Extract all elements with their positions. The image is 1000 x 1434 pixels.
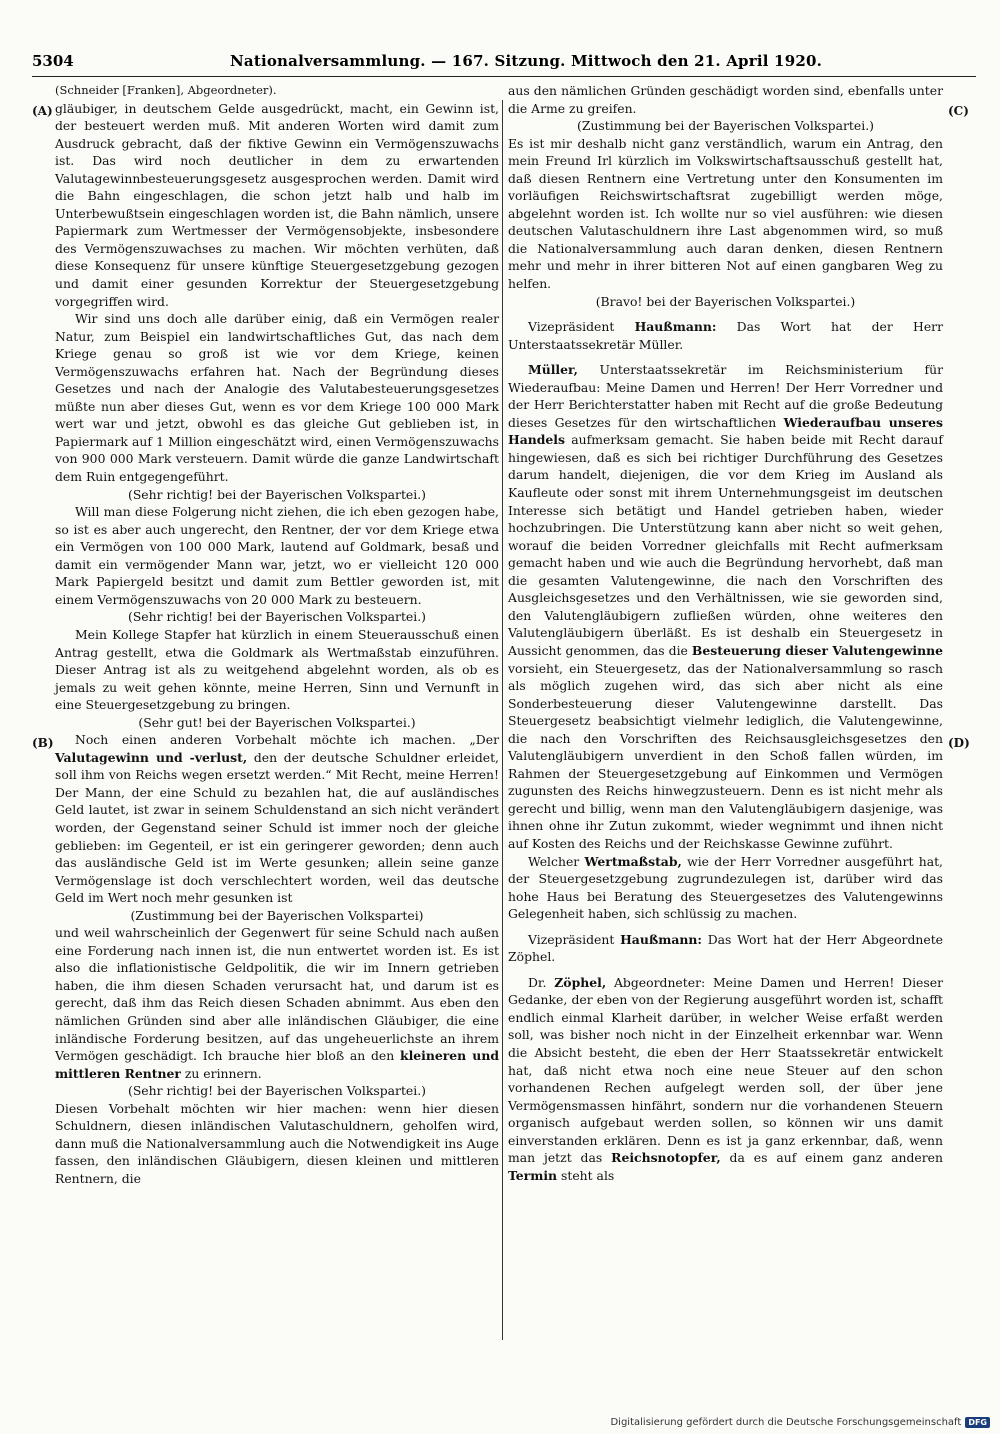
speaker-turn <box>508 361 943 852</box>
paragraph: Diesen Vorbehalt möchten wir hier machen: wenn hier diesen Schuldnern, diesen inländischen Valutaschuldnern, geholfen wird, dann muß die Nationalversammlung auch die Notwendigkeit ins Auge fassen, den inländischen Gläubigern, diesen kleinen und mittleren Rentnern, die <box>55 1100 499 1186</box>
speaker-turn <box>508 318 943 353</box>
speaker-prefix: Vizepräsident <box>528 319 635 335</box>
page-number: 5304 <box>32 52 74 70</box>
paragraph <box>508 853 943 923</box>
paragraph: gläubiger, in deutschem Gelde ausgedrückt, macht, ein Gewinn ist, der besteuert werden muß. Mit anderen Worten wird damit zum Ausdruck gebracht, daß der fiktive Gewinn ein Vermögenszuwachs ist. Das wird noch deutlicher in dem zu erwartenden Valutagewinnbesteuerungsgesetz ausgesprochen werden. Damit wird die Bahn eingeschlagen, die schon jetzt halb und halb im Unterbewußtsein eingeschlagen worden ist, die Bahn nämlich, unsere Papiermark zum Wertmesser der Vermögensobjekte, insbesondere des Vermögenszuwachses zu machen. Wir möchten verhüten, daß diese Konsequenz für unsere künftige Steuergesetzgebung gezogen und damit einer gesunden Korrektur der Steuergesetzgebung vorgegriffen wird. <box>55 100 499 309</box>
paragraph: Es ist mir deshalb nicht ganz verständlich, warum ein Antrag, den mein Freund Irl kürzlich im Volkswirtschaftsausschuß gestellt hat, daß diesen Rentnern eine Vertretung unter den Konsumenten im vorläufigen Reichswirtschaftsrat zugebilligt werden möge, abgelehnt worden ist. Ich wollte nur so viel ausführen: wie diesen deutschen Valutaschuldnern ihre Last abgenommen wird, so muß die Nationalversammlung auch daran denken, diesen Rentnern mehr und mehr in ihrer bitteren Not auf einen gangbaren Weg zu helfen. <box>508 135 943 292</box>
paragraph: Wir sind uns doch alle darüber einig, daß ein Vermögen realer Natur, zum Beispiel ein landwirtschaftliches Gut, das nach dem Kriege genau so groß ist wie vor dem Kriege, keinen Vermögenszuwachs erfahren hat. Nach der Begründung dieses Gesetzes und nach der Analogie des Valutabesteuerungsgesetzes müßte nun aber dieses Gut, wenn es vor dem Kriege 100 000 Mark wert war und jetzt, obwohl es das gleiche Gut geblieben ist, in Papiermark auf 1 Million eingeschätzt wird, einen Vermögenszuwachs von 900 000 Mark versteuern. Damit würde die ganze Landwirtschaft dem Ruin entgegengeführt. <box>55 311 499 485</box>
text-run: Noch einen anderen Vorbehalt möchte ich machen. „Der <box>75 732 499 748</box>
margin-label-d: (D) <box>948 736 970 750</box>
margin-label-a: (A) <box>32 104 53 118</box>
dfg-logo-icon: DFG <box>965 1417 990 1428</box>
credit-text: Digitalisierung gefördert durch die Deutsche Forschungsgemeinschaft <box>610 1417 962 1428</box>
speaker-name: Zöphel, <box>554 974 607 990</box>
text-run: und weil wahrscheinlich der Gegenwert für seine Schuld nach außen eine Forderung nach innen ist, die nun entwertet worden ist. Es ist also die inflationistische Geldpolitik, die wir im Innern getrieben haben, die ihm diesen Schaden verursacht hat, und darum ist es gerecht, daß ihm das Reich diesen Schaden abnimmt. Aus eben den nämlichen Gründen sind aber alle inländischen Gläubiger, die eine inländische Forderung besitzen, auf das ungeheuerlichste an ihrem Vermögen geschädigt. Ich brauche hier bloß an den <box>55 925 499 1064</box>
paragraph <box>55 731 499 906</box>
text-run: vorsieht, ein Steuergesetz, das der Nationalversammlung so rasch als möglich zugehen wird, das sich aber nicht als eine Sonderbesteuerung dieser Valutengewinne darstellt. Das Steuergesetz beabsichtigt vielmehr lediglich, die Valutengewinne, die nach den Vorschriften des Reichsausgleichsgesetzes den Valutengläubigern unverdient in den Schoß fallen würden, im Rahmen der Steuergesetzgebung auf Einkommen und Vermögen zugunsten des Reichs hinwegzusteuern. Denn es ist nicht mehr als gerecht und billig, wenn man den Valutengläubigern dasjenige, was ihnen ohne ihr Zutun zukommt, wieder wegnimmt und ihnen nicht auf Kosten des Reichs und der Reichskasse Gewinne zuführt. <box>508 660 943 851</box>
margin-label-c: (C) <box>948 104 969 118</box>
text-run: da es auf einem ganz anderen <box>720 1150 943 1166</box>
header-rule <box>32 76 976 77</box>
speaker-name: Haußmann: <box>634 319 717 335</box>
left-column <box>55 82 499 1187</box>
text-run: den der deutsche Schuldner erleidet, soll ihm von Reichs wegen ersetzt werden.“ Mit Recht, meine Herren! Der Mann, der eine Schuld zu bezahlen hat, die auf ausländisches Geld lautet, ist zwar in seinem Schuldenstand an sich nicht verändert worden, der Gegenstand seiner Schuld ist immer noch der gleiche geblieben: im Gegenteil, er ist ein geringerer geworden; denn auch das ausländische Geld ist im Werte gesunken; allein seine ganze Vermögenslage ist doch verschlechtert worden, weil das deutsche Geld im Wert noch mehr gesunken ist <box>55 749 499 906</box>
interjection: (Zustimmung bei der Bayerischen Volkspartei.) <box>577 118 874 134</box>
interjection: (Zustimmung bei der Bayerischen Volkspartei) <box>130 907 424 923</box>
text-run: Abgeordneter: Meine Damen und Herren! Dieser Gedanke, der eben von der Regierung ausgeführt worden ist, schafft endlich einmal Klarheit darüber, in welcher Weise erfaßt werden soll, was bisher noch nicht in der Einzelheit erkennbar war. Wenn die Absicht besteht, die eben der Herr Staatssekretär entwickelt hat, daß nicht etwa noch eine neue Steuer auf den schon vorhandenen Rechen aufgelegt werden soll, der über jene Vermögensmassen hinfährt, sondern nur die vorhandenen Steuern organisch aufgebaut werden sollen, so können wir uns damit einverstanden erklären. Denn es ist ja ganz erkennbar, daß, wenn man jetzt das <box>508 974 943 1166</box>
speaker-prefix: Dr. <box>528 974 555 990</box>
text-run: zu erinnern. <box>180 1065 262 1081</box>
page-header <box>32 52 972 74</box>
emphasis: Wertmaßstab, <box>584 853 682 869</box>
emphasis: kleineren und mittleren Rentner <box>55 1048 499 1081</box>
speaker-prefix: Vizepräsident <box>528 931 621 947</box>
text-run: aufmerksam gemacht. Sie haben beide mit Recht darauf hingewiesen, daß es sich bei richtiger Durchführung des Gesetzes darum handelt, diejenigen, die vor dem Krieg im Ausland als Kaufleute oder sonst mit ihrem Unternehmungsgeist im deutschen Interesse sich betätigt und Handel getrieben haben, wieder hochzubringen. Die Unterstützung kann aber nicht so weit gehen, worauf die beiden Vorredner gleichfalls mit Recht aufmerksam gemacht haben und wie auch die Begründung hervorhebt, daß man die gesamten Valutengewinne, die nach den Vorschriften des Ausgleichsgesetzes und den Verhältnissen, wie sie geworden sind, den Valutengläubigern zufließen würden, ohne weiteres den Valutengläubigern überläßt. Es ist deshalb ein Steuergesetz in Aussicht genommen, das die <box>508 432 943 658</box>
text-run: wie der Herr Vorredner ausgeführt hat, der Steuergesetzgebung zugrundezulegen ist, darüber wird das hohe Haus bei Beratung des Steuergesetzes des Valutengewinns Gelegenheit haben, sich schlüssig zu machen. <box>508 853 944 922</box>
paragraph: aus den nämlichen Gründen geschädigt worden sind, ebenfalls unter die Arme zu greifen. <box>508 83 943 116</box>
speaker-turn <box>508 931 943 966</box>
speaker-name: Haußmann: <box>620 931 702 947</box>
speaker-turn <box>508 974 943 1185</box>
interjection: (Sehr richtig! bei der Bayerischen Volkspartei.) <box>127 609 427 625</box>
interjection: (Sehr richtig! bei der Bayerischen Volkspartei.) <box>127 486 427 502</box>
emphasis: Wiederaufbau unseres Handels <box>508 414 944 448</box>
text-run: steht als <box>557 1167 615 1183</box>
emphasis: Valutagewinn und -verlust, <box>55 749 248 765</box>
speaker-name: Müller, <box>528 362 578 378</box>
emphasis: Reichsnotopfer, <box>611 1150 721 1166</box>
text-run: Unterstaatssekretär im Reichsministerium für Wiederaufbau: Meine Damen und Herren! Der Herr Vorredner und der Herr Berichterstatter haben mit Recht auf die große Bedeutung dieses Gesetzes für den wirtschaftlichen <box>508 362 943 430</box>
interjection: (Sehr gut! bei der Bayerischen Volkspartei.) <box>138 714 416 730</box>
interjection: (Sehr richtig! bei der Bayerischen Volkspartei.) <box>127 1083 427 1099</box>
running-title: Nationalversammlung. — 167. Sitzung. Mittwoch den 21. April 1920. <box>230 52 823 70</box>
right-column <box>508 82 943 1184</box>
paragraph <box>55 924 499 1082</box>
paragraph: Mein Kollege Stapfer hat kürzlich in einem Steuerausschuß einen Antrag gestellt, etwa die Goldmark als Wertmaßstab einzuführen. Dieser Antrag ist als zu weitgehend abgelehnt worden, als ob es jemals zu weit gehen könnte, meine Herren, Sinn und Vernunft in eine Steuergesetzgebung zu bringen. <box>55 626 499 713</box>
column-divider <box>502 100 503 1340</box>
emphasis: Besteuerung dieser Valutengewinne <box>691 642 944 658</box>
text-run: Das Wort hat der Herr Abgeordnete Zöphel. <box>508 931 944 965</box>
interjection: (Bravo! bei der Bayerischen Volkspartei.) <box>595 293 856 309</box>
text-run: Das Wort hat der Herr Unterstaatssekretär Müller. <box>508 319 943 352</box>
digitization-credit <box>610 1417 990 1428</box>
margin-label-b: (B) <box>32 736 54 750</box>
text-run: Welcher <box>528 853 585 869</box>
emphasis: Termin <box>508 1167 558 1183</box>
speaker-heading: (Schneider [Franken], Abgeordneter). <box>55 83 277 97</box>
paragraph: Will man diese Folgerung nicht ziehen, die ich eben gezogen habe, so ist es aber auch ungerecht, den Rentner, der vor dem Kriege etwa ein Vermögen von 100 000 Mark, lautend auf Goldmark, besaß und damit ein vermögender Mann war, jetzt, wo er vielleicht 120 000 Mark Papiergeld besitzt und damit zum Bettler geworden ist, mit einem Vermögenszuwachs von 20 000 Mark zu besteuern. <box>55 504 499 607</box>
